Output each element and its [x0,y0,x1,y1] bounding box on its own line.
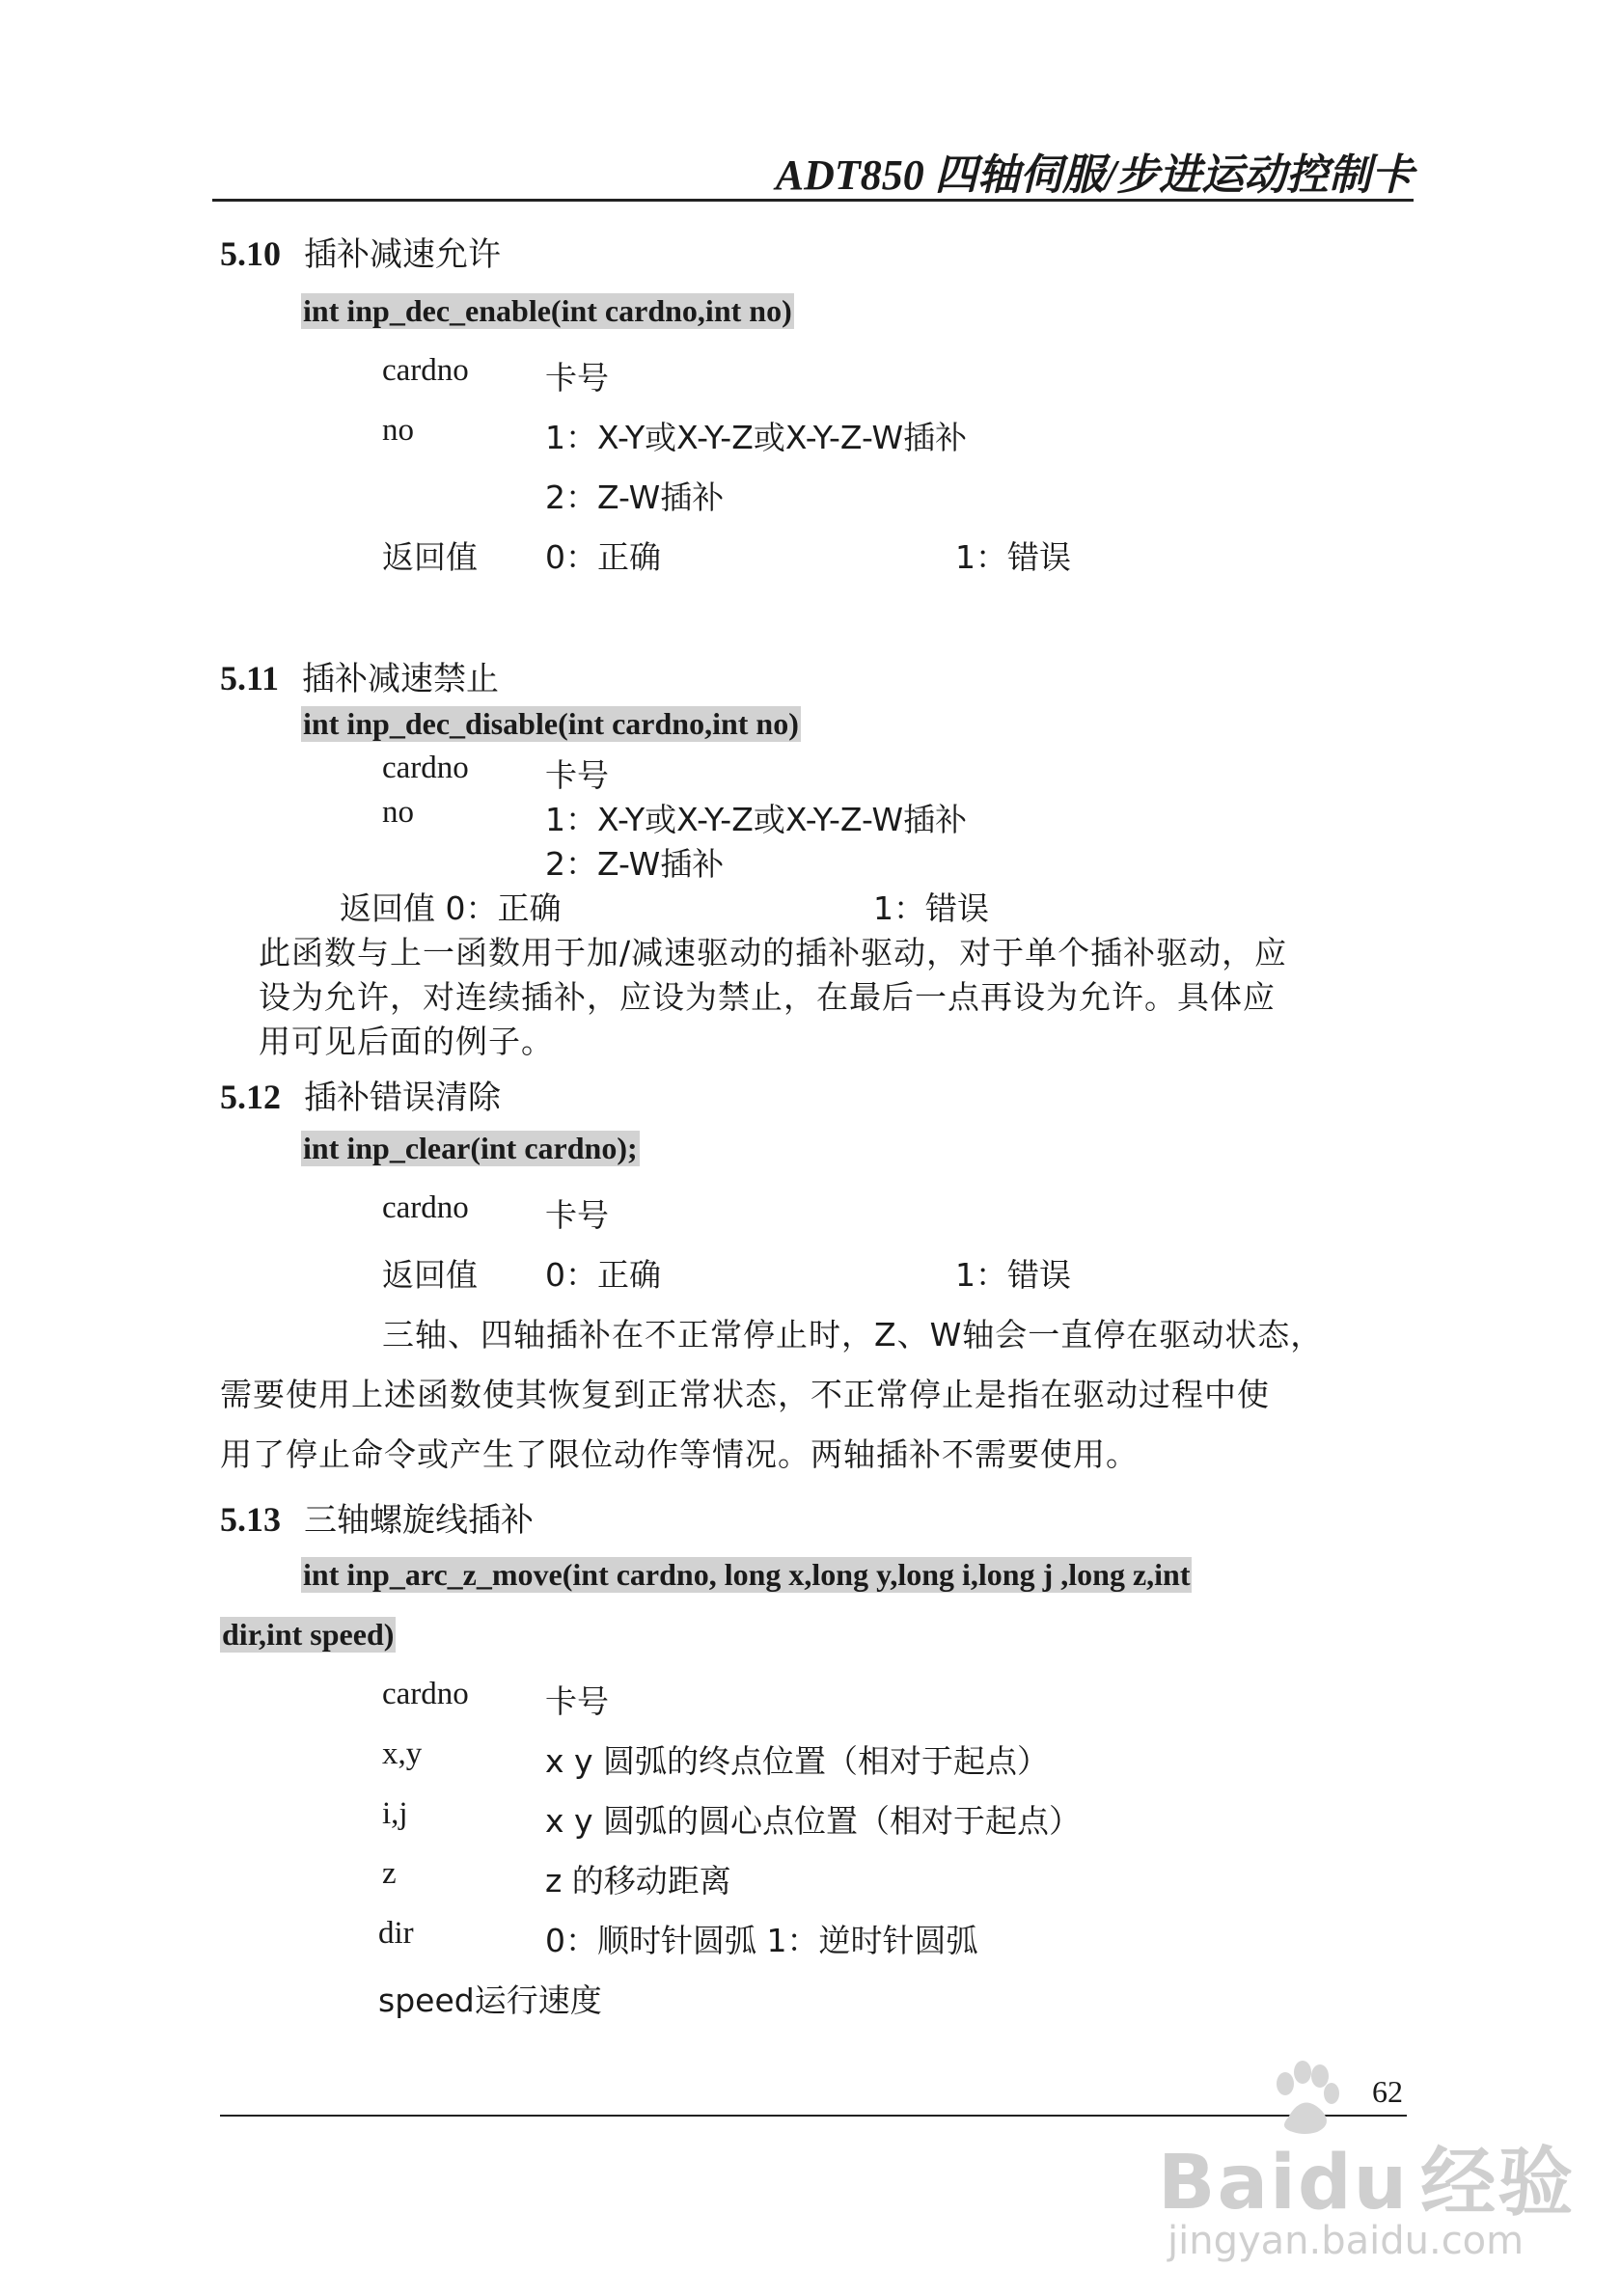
section-number: 5.13 [220,1500,281,1539]
param-name: x,y [382,1736,423,1771]
param-desc: 0：顺时针圆弧 1：逆时针圆弧 [545,1922,978,1959]
section-title: 插补减速禁止 [302,660,500,698]
param-name: i,j [382,1796,408,1831]
watermark-url: jingyan.baidu.com [1168,2219,1525,2263]
page-number: 62 [1372,2074,1403,2109]
function-signature-line2: dir,int speed) [222,1617,395,1652]
function-signature: int inp_dec_disable(int cardno,int no) [303,706,799,741]
function-signature-line1: int inp_arc_z_move(int cardno, long x,long y,long i,long j ,long z,int [303,1557,1191,1592]
param-desc: 卡号 [545,359,609,396]
header-rule [212,199,1414,202]
return-line: 返回值 0：正确 [340,889,562,927]
param-name: no [382,795,414,830]
param-name: cardno [382,353,469,388]
return-error: 1：错误 [955,538,1071,576]
watermark-brand-cn: 经验 [1420,2140,1576,2227]
paragraph-line: 用可见后面的例子。 [259,1023,554,1060]
watermark-logo [1158,2122,1575,2230]
param-desc: 卡号 [545,1196,609,1234]
section-title: 插补减速允许 [304,235,501,274]
return-ok: 0：正确 [545,1256,661,1294]
section-5-13-heading [220,1493,534,1541]
param-name: cardno [382,1677,469,1711]
return-label: 返回值 [382,538,478,576]
param-desc: 卡号 [545,1682,609,1720]
section-title: 三轴螺旋线插补 [304,1501,534,1540]
return-label: 返回值 [382,1256,478,1294]
param-desc: 2：Z-W插补 [545,845,725,883]
paragraph-line: 设为允许，对连续插补，应设为禁止，在最后一点再设为允许。具体应 [259,978,1276,1016]
section-5-10-heading [220,228,501,275]
paragraph-line: 三轴、四轴插补在不正常停止时，Z、W轴会一直停在驱动状态， [382,1316,1324,1353]
param-desc: x y 圆弧的终点位置（相对于起点） [545,1742,1050,1780]
header-title: ADT850 四轴伺服/步进运动控制卡 [775,151,1414,199]
param-desc: x y 圆弧的圆心点位置（相对于起点） [545,1802,1082,1840]
return-error: 1：错误 [873,889,989,927]
section-5-12-heading [220,1071,501,1118]
speed-param-line: speed运行速度 [378,1982,602,2019]
param-desc: 1：X-Y或X-Y-Z或X-Y-Z-W插补 [545,419,968,456]
param-desc: 2：Z-W插补 [545,478,725,516]
footer-rule [220,2115,1407,2117]
section-number: 5.11 [220,659,280,697]
paragraph-line: 此函数与上一函数用于加/减速驱动的插补驱动，对于单个插补驱动，应 [259,934,1288,971]
param-desc: 卡号 [545,756,609,794]
function-signature: int inp_dec_enable(int cardno,int no) [303,293,792,328]
param-desc: z 的移动距离 [545,1862,731,1900]
param-name: no [382,413,414,448]
param-name: z [382,1856,397,1891]
param-desc: 1：X-Y或X-Y-Z或X-Y-Z-W插补 [545,801,968,838]
section-number: 5.10 [220,234,281,273]
paragraph-line: 需要使用上述函数使其恢复到正常状态，不正常停止是指在驱动过程中使 [220,1376,1270,1413]
section-number: 5.12 [220,1078,281,1116]
paragraph-line: 用了停止命令或产生了限位动作等情况。两轴插补不需要使用。 [220,1435,1139,1473]
watermark-brand: Baidu [1158,2140,1410,2227]
return-ok: 0：正确 [545,538,661,576]
param-name: cardno [382,751,469,785]
param-name: dir [378,1916,414,1951]
section-title: 插补错误清除 [304,1079,501,1117]
return-error: 1：错误 [955,1256,1071,1294]
section-5-11-heading [220,652,499,699]
param-name: cardno [382,1190,469,1225]
function-signature: int inp_clear(int cardno); [303,1131,638,1165]
